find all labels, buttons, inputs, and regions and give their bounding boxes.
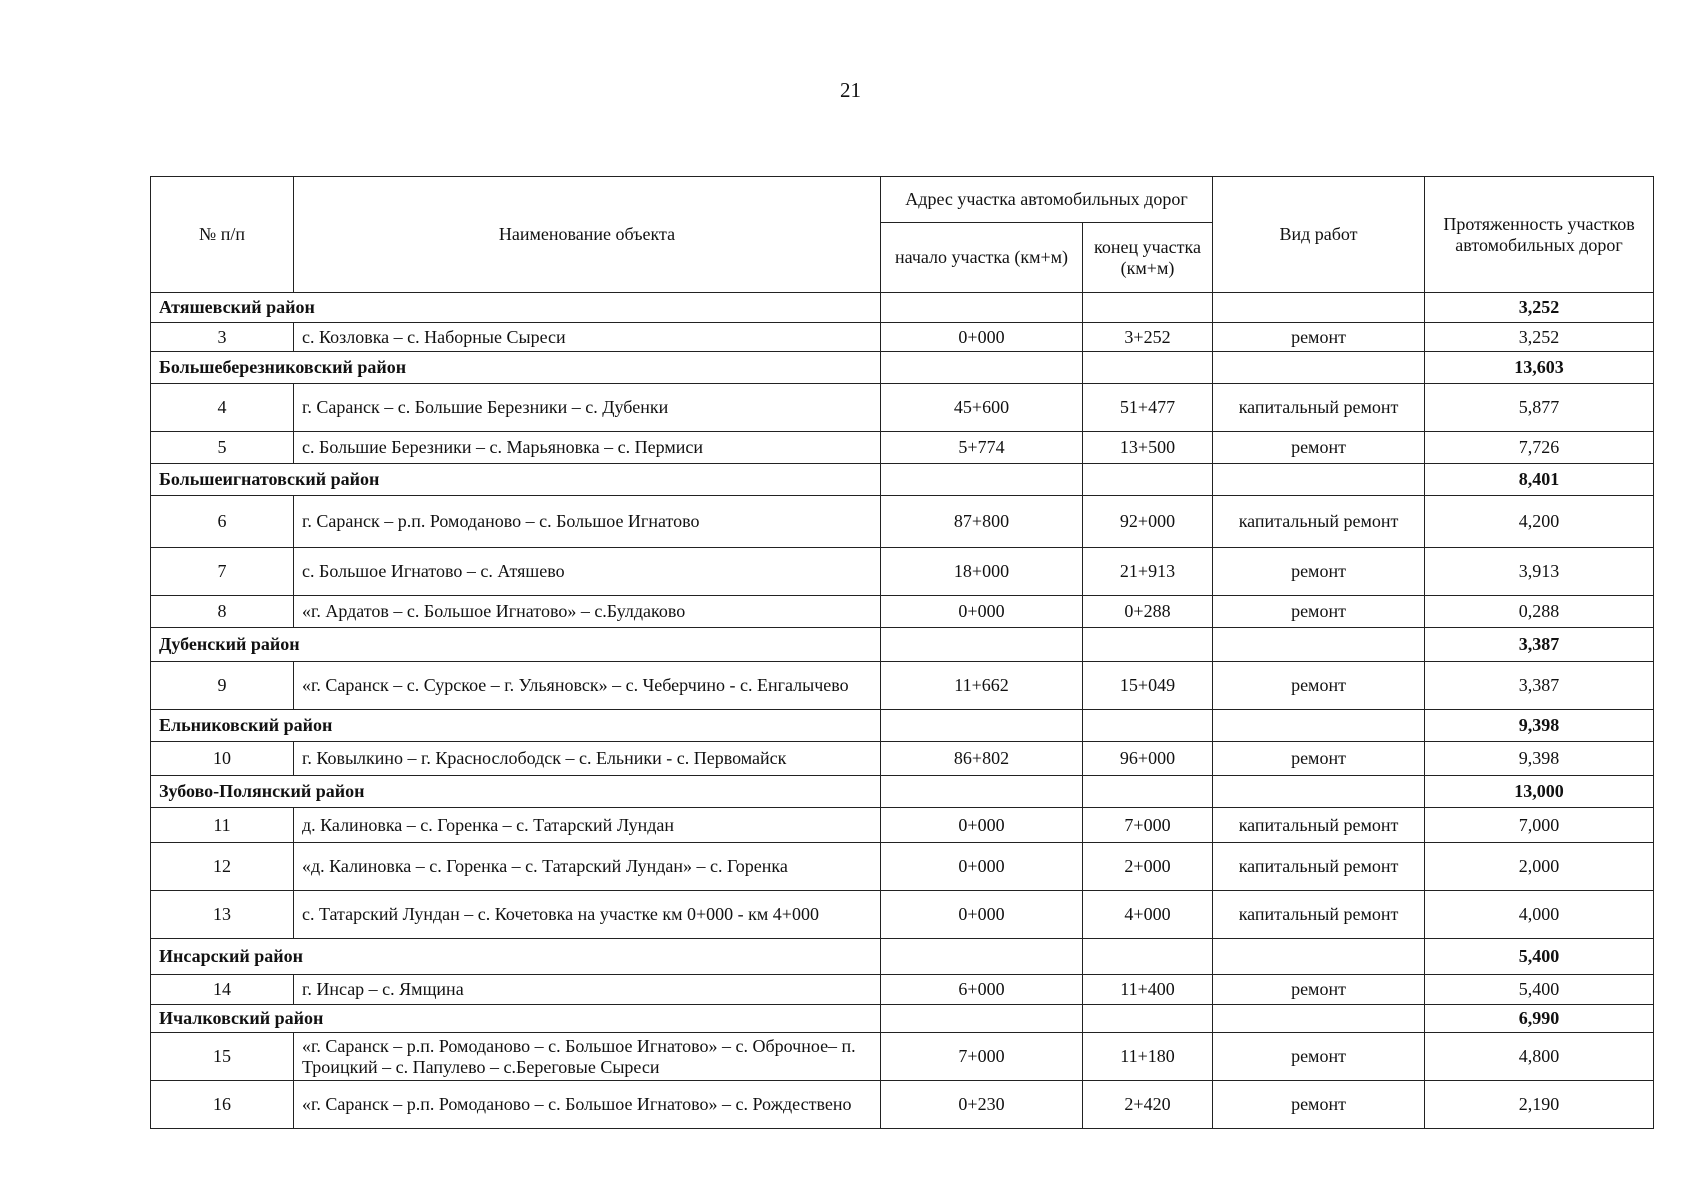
table-row [151,975,1654,1005]
row-name: г. Ковылкино – г. Краснослободск – с. Ельники - с. Первомайск [294,742,881,776]
row-work: капитальный ремонт [1213,843,1425,891]
empty-cell [1083,628,1213,662]
row-end: 2+420 [1083,1081,1213,1129]
district-name: Дубенский район [151,628,881,662]
row-end: 13+500 [1083,432,1213,464]
row-name: с. Большие Березники – с. Марьяновка – с. Пермиси [294,432,881,464]
district-row [151,628,1654,662]
empty-cell [881,464,1083,496]
row-length: 4,800 [1425,1033,1654,1081]
empty-cell [1213,293,1425,323]
empty-cell [1213,628,1425,662]
row-start: 6+000 [881,975,1083,1005]
row-name: «г. Ардатов – с. Большое Игнатово» – с.Булдаково [294,596,881,628]
row-end: 3+252 [1083,323,1213,352]
row-start: 0+000 [881,891,1083,939]
empty-cell [1213,710,1425,742]
row-num: 14 [151,975,294,1005]
row-end: 11+400 [1083,975,1213,1005]
row-name: г. Инсар – с. Ямщина [294,975,881,1005]
district-row [151,464,1654,496]
row-work: ремонт [1213,548,1425,596]
district-total: 13,000 [1425,776,1654,808]
district-name: Инсарский район [151,939,881,975]
row-name: г. Саранск – с. Большие Березники – с. Дубенки [294,384,881,432]
row-num: 12 [151,843,294,891]
row-name: «г. Саранск – р.п. Ромоданово – с. Большое Игнатово» – с. Оброчное– п. Троицкий – с. Папулево – с.Береговые Сыреси [294,1033,881,1081]
row-length: 2,190 [1425,1081,1654,1129]
row-start: 18+000 [881,548,1083,596]
row-num: 10 [151,742,294,776]
empty-cell [881,710,1083,742]
row-end: 21+913 [1083,548,1213,596]
empty-cell [1083,1005,1213,1033]
header-row [151,177,1654,223]
header-start: начало участка (км+м) [881,223,1083,293]
header-length: Протяженность участков автомобильных дорог [1425,177,1654,293]
row-work: ремонт [1213,323,1425,352]
row-num: 8 [151,596,294,628]
row-name: с. Большое Игнатово – с. Атяшево [294,548,881,596]
row-work: ремонт [1213,596,1425,628]
district-row [151,710,1654,742]
table-row [151,742,1654,776]
row-name: «г. Саранск – р.п. Ромоданово – с. Большое Игнатово» – с. Рождествено [294,1081,881,1129]
row-length: 7,000 [1425,808,1654,843]
row-length: 7,726 [1425,432,1654,464]
empty-cell [881,1005,1083,1033]
table-row [151,596,1654,628]
district-row [151,776,1654,808]
district-name: Большеберезниковский район [151,352,881,384]
table-row [151,496,1654,548]
table-row [151,891,1654,939]
table-body [151,293,1654,1129]
district-row [151,352,1654,384]
row-end: 11+180 [1083,1033,1213,1081]
empty-cell [1213,352,1425,384]
row-num: 7 [151,548,294,596]
district-total: 3,252 [1425,293,1654,323]
row-end: 0+288 [1083,596,1213,628]
row-name: «г. Саранск – с. Сурское – г. Ульяновск» – с. Чеберчино - с. Енгалычево [294,662,881,710]
empty-cell [1213,776,1425,808]
row-start: 11+662 [881,662,1083,710]
row-num: 11 [151,808,294,843]
empty-cell [1083,464,1213,496]
empty-cell [1083,939,1213,975]
row-num: 6 [151,496,294,548]
table-row [151,843,1654,891]
table-row [151,662,1654,710]
table-row [151,384,1654,432]
empty-cell [881,628,1083,662]
district-row [151,293,1654,323]
row-end: 4+000 [1083,891,1213,939]
row-name: г. Саранск – р.п. Ромоданово – с. Большое Игнатово [294,496,881,548]
row-name: «д. Калиновка – с. Горенка – с. Татарский Лундан» – с. Горенка [294,843,881,891]
district-total: 3,387 [1425,628,1654,662]
row-num: 16 [151,1081,294,1129]
row-start: 5+774 [881,432,1083,464]
row-start: 87+800 [881,496,1083,548]
table-row [151,548,1654,596]
district-row [151,1005,1654,1033]
empty-cell [1083,710,1213,742]
row-work: ремонт [1213,1033,1425,1081]
row-work: ремонт [1213,742,1425,776]
table-row [151,1081,1654,1129]
row-work: капитальный ремонт [1213,808,1425,843]
empty-cell [1083,293,1213,323]
row-end: 92+000 [1083,496,1213,548]
empty-cell [881,293,1083,323]
row-name: д. Калиновка – с. Горенка – с. Татарский Лундан [294,808,881,843]
row-name: с. Козловка – с. Наборные Сыреси [294,323,881,352]
row-length: 4,000 [1425,891,1654,939]
row-work: ремонт [1213,662,1425,710]
row-num: 15 [151,1033,294,1081]
empty-cell [881,352,1083,384]
row-start: 0+000 [881,808,1083,843]
row-length: 9,398 [1425,742,1654,776]
row-work: ремонт [1213,432,1425,464]
row-work: капитальный ремонт [1213,496,1425,548]
table-row [151,1033,1654,1081]
row-work: капитальный ремонт [1213,384,1425,432]
row-work: капитальный ремонт [1213,891,1425,939]
district-name: Атяшевский район [151,293,881,323]
district-total: 9,398 [1425,710,1654,742]
row-work: ремонт [1213,1081,1425,1129]
empty-cell [1213,939,1425,975]
row-length: 4,200 [1425,496,1654,548]
row-num: 4 [151,384,294,432]
page-number: 21 [840,78,861,102]
row-length: 5,877 [1425,384,1654,432]
empty-cell [1213,1005,1425,1033]
empty-cell [1083,352,1213,384]
row-start: 7+000 [881,1033,1083,1081]
row-start: 86+802 [881,742,1083,776]
district-name: Большеигнатовский район [151,464,881,496]
header-work: Вид работ [1213,177,1425,293]
empty-cell [1083,776,1213,808]
row-name: с. Татарский Лундан – с. Кочетовка на участке км 0+000 - км 4+000 [294,891,881,939]
table-row [151,432,1654,464]
district-total: 6,990 [1425,1005,1654,1033]
district-total: 13,603 [1425,352,1654,384]
district-total: 5,400 [1425,939,1654,975]
header-num: № п/п [151,177,294,293]
district-total: 8,401 [1425,464,1654,496]
row-start: 45+600 [881,384,1083,432]
row-length: 0,288 [1425,596,1654,628]
row-end: 2+000 [1083,843,1213,891]
row-num: 5 [151,432,294,464]
row-end: 15+049 [1083,662,1213,710]
row-length: 2,000 [1425,843,1654,891]
row-start: 0+000 [881,596,1083,628]
table-row [151,323,1654,352]
row-num: 9 [151,662,294,710]
district-name: Ельниковский район [151,710,881,742]
table-row [151,808,1654,843]
empty-cell [1213,464,1425,496]
row-num: 3 [151,323,294,352]
district-name: Ичалковский район [151,1005,881,1033]
row-work: ремонт [1213,975,1425,1005]
district-name: Зубово-Полянский район [151,776,881,808]
row-length: 3,252 [1425,323,1654,352]
row-end: 51+477 [1083,384,1213,432]
header-name: Наименование объекта [294,177,881,293]
header-address: Адрес участка автомобильных дорог [881,177,1213,223]
header-end: конец участка (км+м) [1083,223,1213,293]
empty-cell [881,776,1083,808]
row-start: 0+000 [881,323,1083,352]
row-end: 7+000 [1083,808,1213,843]
district-row [151,939,1654,975]
row-length: 3,387 [1425,662,1654,710]
row-start: 0+000 [881,843,1083,891]
row-num: 13 [151,891,294,939]
row-start: 0+230 [881,1081,1083,1129]
row-length: 3,913 [1425,548,1654,596]
row-end: 96+000 [1083,742,1213,776]
roads-table [150,176,1654,1129]
row-length: 5,400 [1425,975,1654,1005]
empty-cell [881,939,1083,975]
